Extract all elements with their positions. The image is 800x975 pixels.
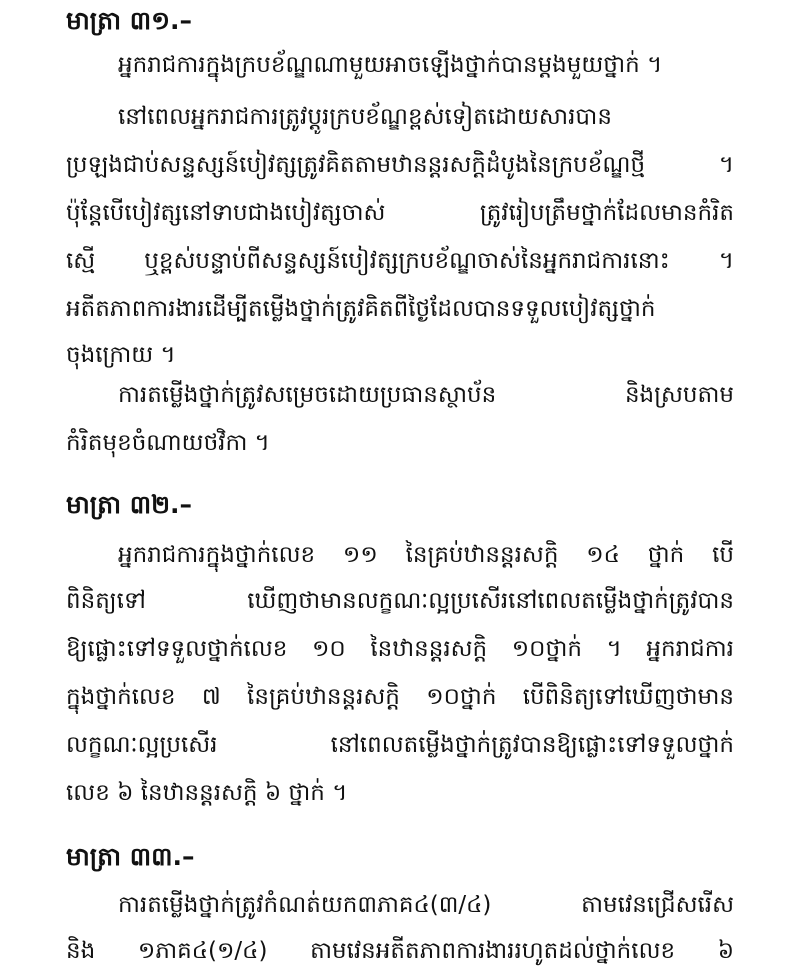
article-33-heading: មាត្រា ៣៣.– (66, 842, 195, 871)
article-32-line-5: លក្ខណៈល្អប្រសើរ នៅពេលតម្លើងថ្នាក់ត្រូវបានឱ្យផ្លោះទៅទទួលថ្នាក់ (66, 732, 734, 758)
article-31-line-6: អតីតភាពការងារដើម្បីតម្លើងថ្នាក់ត្រូវគិតពីថ្ងៃដែលបានទទួលបៀវត្សថ្នាក់ (66, 296, 656, 322)
article-32-line-1: អ្នករាជការក្នុងថ្នាក់លេខ ១១ នៃគ្រប់ឋានន្តរសក្ដិ ១៤ ថ្នាក់ បើ (118, 542, 734, 568)
article-31-line-1: អ្នករាជការក្នុងក្របខ័ណ្ឌណាមួយអាចឡើងថ្នាក់បានម្ដងមួយថ្នាក់ ។ (118, 52, 663, 78)
article-31-line-9: កំរិតមុខចំណាយថវិកា ។ (66, 430, 270, 456)
article-32-line-4: ក្នុងថ្នាក់លេខ ៧ នៃគ្រប់ឋានន្តរសក្ដិ ១០ថ្នាក់ បើពិនិត្យទៅឃើញថាមាន (66, 684, 734, 710)
article-32-line-2: ពិនិត្យទៅ ឃើញថាមានលក្ខណៈល្អប្រសើរនៅពេលតម្លើងថ្នាក់ត្រូវបាន (66, 588, 734, 614)
article-31-heading: មាត្រា ៣១.– (66, 6, 193, 35)
article-32-line-6: លេខ ៦ នៃឋានន្តរសក្ដិ ៦ ថ្នាក់ ។ (66, 780, 348, 806)
article-31-line-3: ប្រឡងជាប់សន្ទស្សន៍បៀវត្សត្រូវគិតតាមឋានន្តរសក្ដិដំបូងនៃក្របខ័ណ្ឌថ្មី ។ (66, 152, 734, 178)
article-31-line-8: ការតម្លើងថ្នាក់ត្រូវសម្រេចដោយប្រធានស្ថាប័ន និងស្របតាម (118, 382, 734, 408)
article-32-heading: មាត្រា ៣២.– (66, 490, 193, 519)
article-31-line-2: នៅពេលអ្នករាជការត្រូវប្ដូរក្របខ័ណ្ឌខ្ពស់ទៀតដោយសារបាន (118, 104, 612, 130)
article-31-line-5: ស្មើ ឬខ្ពស់បន្ទាប់ពីសន្ទស្សន៍បៀវត្សក្របខ័ណ្ឌចាស់នៃអ្នករាជការនោះ ។ (66, 248, 734, 274)
article-31-line-7: ចុងក្រោយ ។ (66, 342, 176, 368)
article-33-line-1: ការតម្លើងថ្នាក់ត្រូវកំណត់យក៣ភាគ៤(៣/៤) តាមវេនជ្រើសរើស (118, 892, 734, 918)
article-33-line-2: និង ១ភាគ៤(១/៤) តាមវេនអតីតភាពការងាររហូតដល់ថ្នាក់លេខ ៦ (66, 938, 734, 964)
article-31-line-4: ប៉ុន្តែបើបៀវត្សនៅទាបជាងបៀវត្សចាស់ ត្រូវរៀបត្រឹមថ្នាក់ដែលមានកំរិត (66, 200, 734, 226)
article-32-line-3: ឱ្យផ្លោះទៅទទួលថ្នាក់លេខ ១០ នៃឋានន្តរសក្ដិ ១០ថ្នាក់ ។ អ្នករាជការ (66, 636, 734, 662)
